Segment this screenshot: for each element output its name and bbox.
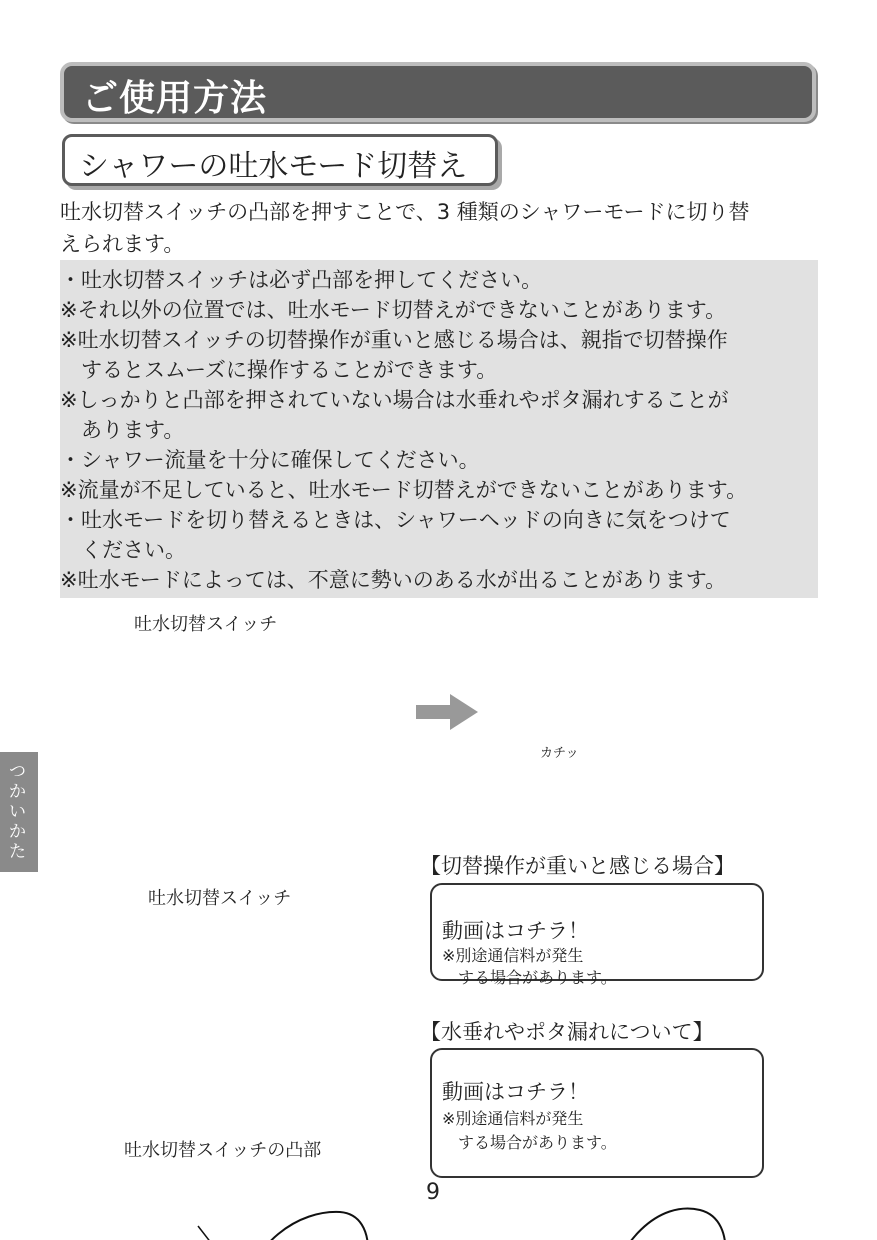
subsection-title-box (62, 134, 498, 186)
switch-label-top: 吐水切替スイッチ (134, 614, 278, 635)
note-line: ・シャワー流量を十分に確保してください。 (60, 448, 480, 472)
qr-heading-2: 【水垂れやポタ漏れについて】 (420, 1020, 714, 1044)
note-line: ください。 (60, 538, 186, 562)
note-line: ※それ以外の位置では、吐水モード切替えができないことがあります。 (60, 298, 727, 322)
intro-line: えられます。 (60, 232, 185, 256)
page-number: 9 (426, 1180, 440, 1205)
shower-head-left (227, 1212, 368, 1240)
leader-line-switch (198, 1226, 246, 1240)
side-tab-label: つかいかた (9, 762, 26, 862)
page-title: ご使用方法 (82, 78, 268, 119)
note-line: ※流量が不足していると、吐水モード切替えができないことがあります。 (60, 478, 748, 502)
qr-note: ※別途通信料が発生 (442, 946, 584, 965)
note-line: するとスムーズに操作することができます。 (60, 358, 498, 382)
note-line: あります。 (60, 418, 185, 442)
note-line: ・吐水切替スイッチは必ず凸部を押してください。 (60, 268, 543, 292)
note-line: ※しっかりと凸部を押されていない場合は水垂れやポタ漏れすることが (60, 388, 729, 412)
caution-notes-box (60, 260, 818, 598)
subsection-title: シャワーの吐水モード切替え (79, 149, 468, 184)
note-line: ・吐水モードを切り替えるときは、シャワーヘッドの向きに気をつけて (60, 508, 731, 532)
section-title-bar (60, 62, 816, 122)
switch-label-bottom: 吐水切替スイッチ (148, 888, 292, 909)
shower-head-right (577, 1208, 725, 1240)
qr-heading-1: 【切替操作が重いと感じる場合】 (420, 854, 735, 878)
qr-note: する場合があります。 (442, 968, 617, 987)
intro-line: 吐水切替スイッチの凸部を押すことで、3 種類のシャワーモードに切り替 (60, 200, 750, 224)
note-line: ※吐水モードによっては、不意に勢いのある水が出ることがあります。 (60, 568, 727, 592)
arrow-right-icon (416, 694, 478, 730)
qr-note: する場合があります。 (442, 1133, 617, 1152)
qr-main-text: 動画はコチラ！ (442, 1080, 589, 1104)
qr-main-text: 動画はコチラ！ (442, 919, 589, 943)
click-sound-label: カチッ (540, 746, 579, 761)
protrusion-label: 吐水切替スイッチの凸部 (124, 1140, 322, 1161)
qr-box-1[interactable] (430, 883, 764, 987)
intro-paragraph (60, 196, 820, 260)
note-line: ※吐水切替スイッチの切替操作が重いと感じる場合は、親指で切替操作 (60, 328, 728, 352)
qr-note: ※別途通信料が発生 (442, 1109, 584, 1128)
qr-box-2[interactable] (430, 1048, 764, 1178)
